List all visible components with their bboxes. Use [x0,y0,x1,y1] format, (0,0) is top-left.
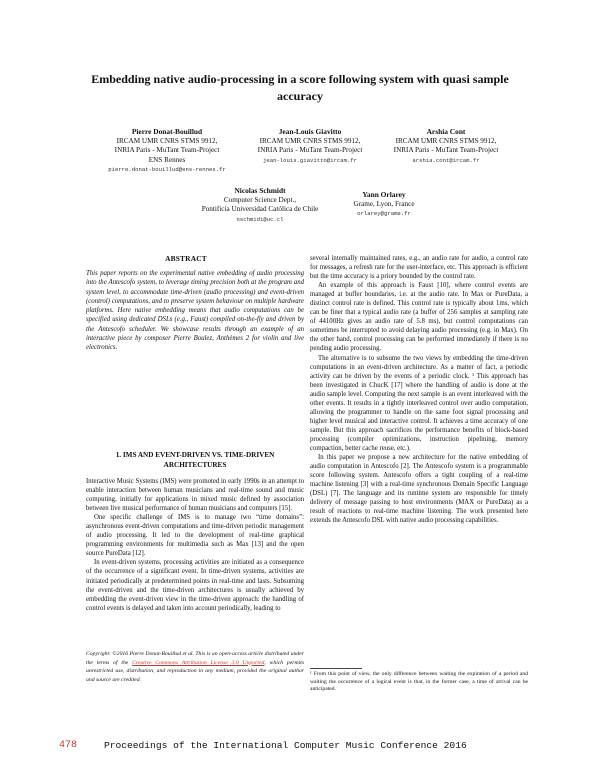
page-number: 478 [59,740,78,751]
author-block [234,127,386,165]
left-column-body [86,477,304,613]
author-name: Nicolas Schmidt [234,186,286,195]
abstract-text: This paper reports on the experimental native embedding of audio processing into the Antescofo system, to leverage timing precision both at the program and system level, to accommodate time-driven (audio processing) and event-driven (control) computations, and to preserve system behaviour on multiple hardware platforms. Here native embedding means that audio computations can be specified using dedicated DSLs (e.g., Faust) compiled on-the-fly and driven by the Antescofo scheduler. We showcase results through an example of an interactive piece by composer Pierre Boulez, Anthèmes 2 for violin and live electronics. [86,270,304,352]
abstract-heading: ABSTRACT [165,254,207,263]
paragraph: An example of this approach is Faust [10], where control events are managed at buffer boundaries, i.e. at the audio rate. In Max or PureData, a distinct control rate is defined. This control rate is typically about 1ms, which can be finer that a typical audio rate (a buffer of 256 samples at sampling rate of 44100Hz gives an audio rate of 5.8 ms), but control computations can sometimes be interrupted to avoid delaying audio processing (e.g. in Max). On the other hand, control processing can be performed immediately if there is no pending audio processing. [310,282,528,353]
paragraph: One specific challenge of IMS is to manage two “time domains”: asynchronous event-driven computations and time-driven periodic management of audio processing. It led to the development of real-time graphical programming environments for multimedia such as Max [13] and the open source PureData [12]. [86,514,304,558]
author-affiliation: INRIA Paris - MuTant Team-Project [393,146,499,155]
paragraph: In event-driven systems, processing activities are initiated as a consequence of the occurrence of a significant event. In time-driven systems, activities are initiated periodically at predetermined points in real-time and lasts. Subsuming the event-driven and the time-driven architectures is usually achieved by embedding the event-driven view in the time-driven approach: the handling of control events is delayed and taken into account periodically, leading to [86,559,304,612]
author-email[interactable]: pierre.donat-bouillud@ens-rennes.fr [108,166,226,174]
author-affiliation: Pontificia Universidad Católica de Chile [201,205,319,214]
paragraph: Interactive Music Systems (IMS) were promoted in early 1990s in an attempt to enable interaction between human musicians and real-time sound and music computing, initially for applications in mixed music defined by association between live musical performance of human musicians and computers [15]. [86,478,304,513]
author-affiliation: INRIA Paris - MuTant Team-Project [114,146,220,155]
author-affiliation: Computer Science Dept., [223,195,297,204]
copyright-text: , which permits unrestricted use, distribution, and reproduction in any medium, provided the original author and source are credited. [86,659,304,683]
author-email[interactable]: jean-louis.giavitto@ircam.fr [263,156,357,164]
paragraph: In this paper we propose a new architecture for the native embedding of audio computation in Antescofo [2]. The Antescofo system is a programmable score following system. Antescofo offers a tight coupling of a real-time machine listening [3] with a real-time synchronous Domain Specific Language (DSL) [7]. The language and its runtime system are responsible for timely delivery of message passing to host environments (MAX or PureData) as a result of reactions to real-time machine listening. The work presented here extends the Antescofo DSL with native audio processing capabilities. [310,454,528,525]
author-block [180,186,340,224]
author-affiliation: IRCAM UMR CNRS STMS 9912, [259,136,361,145]
section-heading: 1. IMS AND EVENT-DRIVEN VS. TIME-DRIVEN ARCHITECTURES [115,451,275,469]
author-block [82,127,252,175]
author-affiliation: INRIA Paris - MuTant Team-Project [257,146,363,155]
author-email[interactable]: arshia.cont@ircam.fr [412,156,480,164]
author-block [376,127,516,165]
paper-title: Embedding native audio-processing in a score following system with quasi sample accuracy [91,72,509,103]
author-email[interactable]: orlarey@grame.fr [357,210,411,218]
right-column-body [310,254,528,525]
copyright-notice [86,650,304,684]
paragraph: several internally maintained rates, e.g., an audio rate for audio, a control rate for messages, a refresh rate for the user-interface, etc. This approach is efficient but the time accuracy is a priory bounded by the control rate. [310,255,528,281]
author-name: Yann Orlarey [362,190,406,199]
author-name: Arshia Cont [426,127,466,136]
proceedings-footer: Proceedings of the International Computer Music Conference 2016 [104,740,467,751]
author-affiliation: Grame, Lyon, France [353,199,415,208]
author-affiliation: IRCAM UMR CNRS STMS 9912, [395,136,497,145]
author-name: Pierre Donat-Bouillud [131,127,203,136]
author-email[interactable]: nschmid1@uc.cl [236,215,284,223]
license-link[interactable]: Creative Commons Attribution License 3.0 Unported [132,659,265,666]
author-affiliation: ENS Rennes [148,155,186,164]
copyright-text: Copyright: ©2016 Pierre Donat-Bouillud et al. This is an open-access article distributed under the terms of the [86,651,304,666]
author-affiliation: IRCAM UMR CNRS STMS 9912, [116,136,218,145]
paragraph: The alternative is to subsume the two views by embedding the time-driven computations in an event-driven architecture. As a matter of fact, a periodic activity can be driven by the events of a periodic clock. ¹ This approach has been investigated in ChucK [17] where the handling of audio is done at the audio sample level. Computing the next sample is an event interleaved with the other events. It results in a tightly interleaved control over audio computation, allowing the programmer to handle on the same foot signal processing and higher level musical and interactive control. It achieves a time accuracy of one sample. But this approach sacrifices the performance benefits of block-based processing (compiler optimizations, instruction pipelining, memory compaction, better cache reuse, etc.). [310,354,528,452]
author-block [330,190,438,219]
footnote: ¹ From this point of view, the only difference between waiting the expiration of a period and waiting the occurrence of a logical event is that, in the former case, a time of arrival can be anticipated. [310,671,528,693]
footnote-divider [310,668,362,669]
author-name: Jean-Louis Giavitto [278,127,342,136]
